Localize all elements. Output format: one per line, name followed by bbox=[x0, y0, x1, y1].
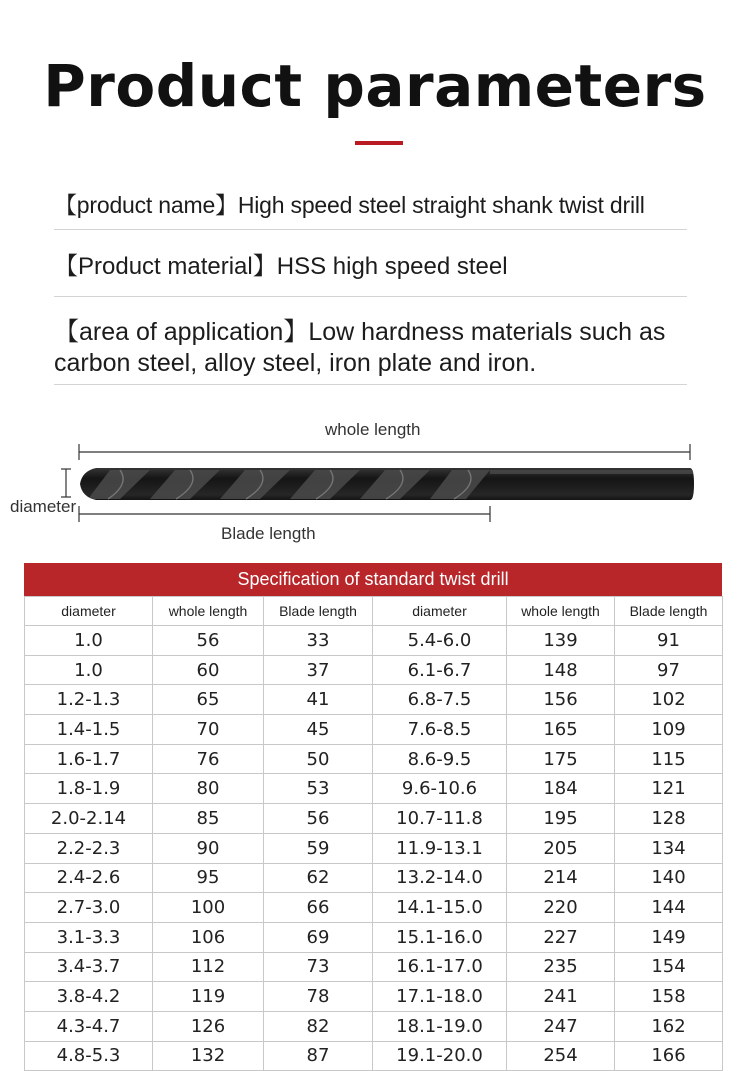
table-row bbox=[25, 863, 723, 893]
table-cell: 97 bbox=[615, 655, 723, 685]
table-cell: 73 bbox=[264, 952, 373, 982]
table-cell: 65 bbox=[153, 685, 264, 715]
col-header: whole length bbox=[153, 597, 264, 626]
table-cell: 91 bbox=[615, 626, 723, 656]
table-cell: 166 bbox=[615, 1041, 723, 1071]
table-cell: 17.1-18.0 bbox=[373, 982, 507, 1012]
table-cell: 11.9-13.1 bbox=[373, 833, 507, 863]
table-cell: 37 bbox=[264, 655, 373, 685]
table-cell: 121 bbox=[615, 774, 723, 804]
table-cell: 1.0 bbox=[25, 655, 153, 685]
table-row bbox=[25, 626, 723, 656]
table-cell: 80 bbox=[153, 774, 264, 804]
spec-table-body bbox=[25, 626, 723, 1071]
table-cell: 115 bbox=[615, 744, 723, 774]
table-cell: 5.4-6.0 bbox=[373, 626, 507, 656]
twist-drill-diagram bbox=[0, 430, 750, 530]
whole-length-label: whole length bbox=[325, 420, 421, 439]
divider bbox=[54, 229, 687, 230]
table-cell: 158 bbox=[615, 982, 723, 1012]
col-header: Blade length bbox=[615, 597, 723, 626]
table-cell: 62 bbox=[264, 863, 373, 893]
table-cell: 6.8-7.5 bbox=[373, 685, 507, 715]
table-cell: 235 bbox=[507, 952, 615, 982]
table-cell: 85 bbox=[153, 804, 264, 834]
table-cell: 56 bbox=[264, 804, 373, 834]
table-cell: 78 bbox=[264, 982, 373, 1012]
spec-table-title: Specification of standard twist drill bbox=[24, 563, 722, 596]
table-cell: 50 bbox=[264, 744, 373, 774]
drill-body bbox=[78, 466, 698, 502]
table-cell: 15.1-16.0 bbox=[373, 922, 507, 952]
table-cell: 13.2-14.0 bbox=[373, 863, 507, 893]
table-cell: 102 bbox=[615, 685, 723, 715]
table-cell: 1.6-1.7 bbox=[25, 744, 153, 774]
table-cell: 4.3-4.7 bbox=[25, 1011, 153, 1041]
table-cell: 53 bbox=[264, 774, 373, 804]
table-cell: 76 bbox=[153, 744, 264, 774]
table-row bbox=[25, 982, 723, 1012]
table-cell: 134 bbox=[615, 833, 723, 863]
table-cell: 162 bbox=[615, 1011, 723, 1041]
diameter-label: diameter bbox=[10, 497, 77, 516]
table-cell: 165 bbox=[507, 715, 615, 745]
spec-table bbox=[24, 596, 723, 1071]
table-row bbox=[25, 685, 723, 715]
table-cell: 241 bbox=[507, 982, 615, 1012]
table-cell: 10.7-11.8 bbox=[373, 804, 507, 834]
table-cell: 2.7-3.0 bbox=[25, 893, 153, 923]
table-cell: 119 bbox=[153, 982, 264, 1012]
table-cell: 19.1-20.0 bbox=[373, 1041, 507, 1071]
table-cell: 3.4-3.7 bbox=[25, 952, 153, 982]
table-cell: 254 bbox=[507, 1041, 615, 1071]
table-row bbox=[25, 1041, 723, 1071]
table-cell: 59 bbox=[264, 833, 373, 863]
table-cell: 227 bbox=[507, 922, 615, 952]
title-underline bbox=[355, 141, 403, 145]
table-cell: 195 bbox=[507, 804, 615, 834]
table-row bbox=[25, 715, 723, 745]
table-row bbox=[25, 744, 723, 774]
info-value: High speed steel straight shank twist drill bbox=[237, 192, 645, 218]
table-cell: 1.2-1.3 bbox=[25, 685, 153, 715]
table-cell: 56 bbox=[153, 626, 264, 656]
table-cell: 18.1-19.0 bbox=[373, 1011, 507, 1041]
table-cell: 184 bbox=[507, 774, 615, 804]
whole-length-dimension bbox=[79, 444, 690, 460]
table-cell: 140 bbox=[615, 863, 723, 893]
table-row bbox=[25, 1011, 723, 1041]
col-header: Blade length bbox=[264, 597, 373, 626]
table-cell: 87 bbox=[264, 1041, 373, 1071]
table-cell: 156 bbox=[507, 685, 615, 715]
blade-length-label: Blade length bbox=[221, 524, 316, 543]
table-cell: 144 bbox=[615, 893, 723, 923]
table-cell: 1.4-1.5 bbox=[25, 715, 153, 745]
table-row bbox=[25, 804, 723, 834]
table-cell: 126 bbox=[153, 1011, 264, 1041]
table-cell: 82 bbox=[264, 1011, 373, 1041]
table-cell: 45 bbox=[264, 715, 373, 745]
table-row bbox=[25, 774, 723, 804]
table-cell: 66 bbox=[264, 893, 373, 923]
table-cell: 1.0 bbox=[25, 626, 153, 656]
table-cell: 16.1-17.0 bbox=[373, 952, 507, 982]
table-row bbox=[25, 952, 723, 982]
table-cell: 69 bbox=[264, 922, 373, 952]
table-cell: 9.6-10.6 bbox=[373, 774, 507, 804]
table-cell: 100 bbox=[153, 893, 264, 923]
table-row bbox=[25, 893, 723, 923]
info-area-of-application bbox=[54, 317, 694, 379]
table-cell: 132 bbox=[153, 1041, 264, 1071]
info-label: 【area of application】 bbox=[54, 318, 309, 346]
table-cell: 33 bbox=[264, 626, 373, 656]
diameter-dimension bbox=[61, 469, 71, 497]
table-cell: 214 bbox=[507, 863, 615, 893]
info-value: Low hardness materials such as carbon steel, alloy steel, iron plate and iron. bbox=[54, 318, 666, 377]
table-cell: 3.8-4.2 bbox=[25, 982, 153, 1012]
table-cell: 112 bbox=[153, 952, 264, 982]
table-cell: 2.4-2.6 bbox=[25, 863, 153, 893]
table-cell: 148 bbox=[507, 655, 615, 685]
table-cell: 149 bbox=[615, 922, 723, 952]
table-cell: 14.1-15.0 bbox=[373, 893, 507, 923]
table-cell: 109 bbox=[615, 715, 723, 745]
table-cell: 95 bbox=[153, 863, 264, 893]
table-row bbox=[25, 833, 723, 863]
table-cell: 6.1-6.7 bbox=[373, 655, 507, 685]
table-cell: 1.8-1.9 bbox=[25, 774, 153, 804]
info-product-name bbox=[54, 190, 694, 221]
table-cell: 3.1-3.3 bbox=[25, 922, 153, 952]
page-title: Product parameters bbox=[43, 52, 707, 120]
table-cell: 128 bbox=[615, 804, 723, 834]
table-cell: 70 bbox=[153, 715, 264, 745]
divider bbox=[54, 296, 687, 297]
table-row bbox=[25, 922, 723, 952]
table-cell: 220 bbox=[507, 893, 615, 923]
table-cell: 154 bbox=[615, 952, 723, 982]
col-header: whole length bbox=[507, 597, 615, 626]
info-label: 【Product material】 bbox=[54, 253, 277, 280]
table-cell: 106 bbox=[153, 922, 264, 952]
info-value: HSS high speed steel bbox=[276, 253, 508, 280]
table-row bbox=[25, 655, 723, 685]
table-cell: 2.0-2.14 bbox=[25, 804, 153, 834]
table-cell: 205 bbox=[507, 833, 615, 863]
table-cell: 175 bbox=[507, 744, 615, 774]
table-cell: 4.8-5.3 bbox=[25, 1041, 153, 1071]
table-cell: 139 bbox=[507, 626, 615, 656]
table-cell: 41 bbox=[264, 685, 373, 715]
col-header: diameter bbox=[25, 597, 153, 626]
spec-table-section bbox=[24, 563, 722, 1071]
table-cell: 8.6-9.5 bbox=[373, 744, 507, 774]
spec-table-header-row bbox=[25, 597, 723, 626]
info-label: 【product name】 bbox=[54, 192, 238, 218]
table-cell: 60 bbox=[153, 655, 264, 685]
divider bbox=[54, 384, 687, 385]
info-product-material bbox=[54, 251, 694, 282]
table-cell: 247 bbox=[507, 1011, 615, 1041]
table-cell: 90 bbox=[153, 833, 264, 863]
blade-length-dimension bbox=[79, 506, 490, 522]
table-cell: 7.6-8.5 bbox=[373, 715, 507, 745]
col-header: diameter bbox=[373, 597, 507, 626]
table-cell: 2.2-2.3 bbox=[25, 833, 153, 863]
